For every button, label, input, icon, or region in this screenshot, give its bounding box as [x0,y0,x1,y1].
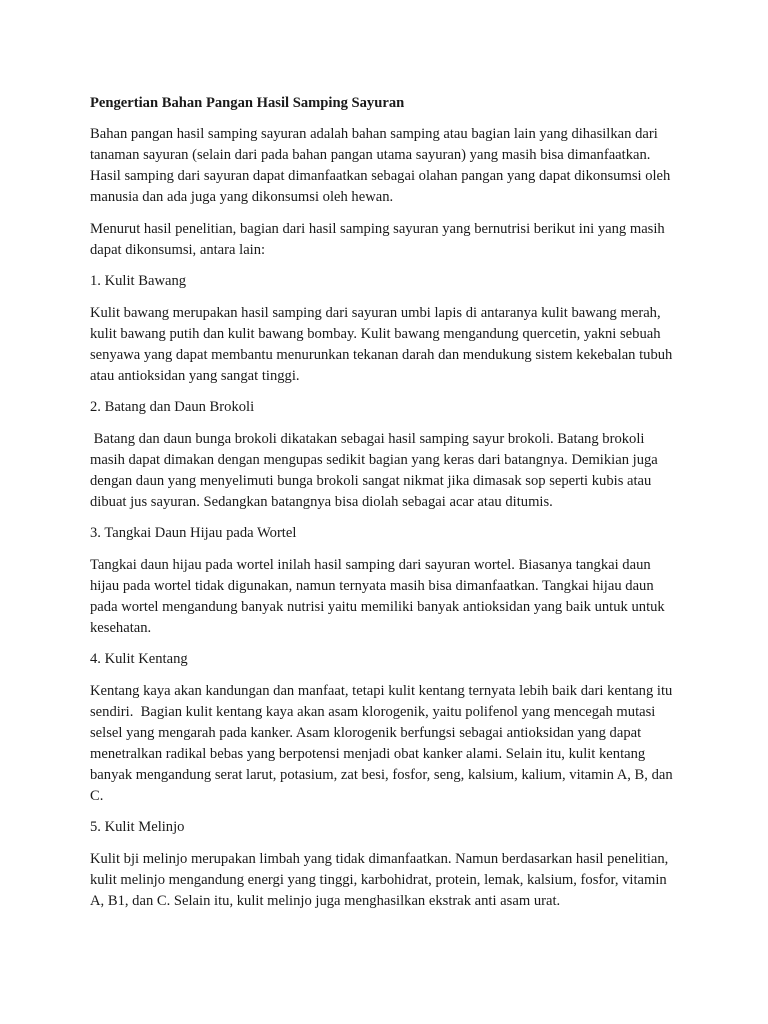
section-body-kulit-kentang: Kentang kaya akan kandungan dan manfaat, tetapi kulit kentang ternyata lebih baik dari kentang itu sendiri. Bagian kulit kentang kaya akan asam klorogenik, yaitu polifenol yang mencegah mutasi selsel yang mengarah pada kanker. Asam klorogenik berfungsi sebagai antioksidan yang dapat menetralkan radikal bebas yang berpotensi menjadi obat kanker alami. Selain itu, kulit kentang banyak mengandung serat larut, potasium, zat besi, fosfor, seng, kalsium, kalium, vitamin A, B, dan C. [90,682,677,804]
intro-paragraph-1: Bahan pangan hasil samping sayuran adalah bahan samping atau bagian lain yang dihasilkan dari tanaman sayuran (selain dari pada bahan pangan utama sayuran) yang masih bisa dimanfaatkan. Hasil samping dari sayuran dapat dimanfaatkan sebagai olahan pangan yang dapat dikonsumsi oleh manusia dan ada juga yang dikonsumsi oleh hewan. [90,126,671,205]
section-heading-kulit-bawang: 1. Kulit Bawang [90,273,187,289]
section-heading-wortel: 3. Tangkai Daun Hijau pada Wortel [90,525,297,541]
section-heading-kulit-kentang: 4. Kulit Kentang [90,651,188,667]
section-body-kulit-bawang: Kulit bawang merupakan hasil samping dari sayuran umbi lapis di antaranya kulit bawang merah, kulit bawang putih dan kulit bawang bombay. Kulit bawang mengandung quercetin, yakni sebuah senyawa yang dapat membantu menurunkan tekanan darah dan mendukung sistem kekebalan tubuh atau antioksidan yang sangat tinggi. [90,304,673,384]
section-heading-kulit-melinjo: 5. Kulit Melinjo [90,819,185,835]
section-body-brokoli: Batang dan daun bunga brokoli dikatakan sebagai hasil samping sayur brokoli. Batang brokoli masih dapat dimakan dengan mengupas sedikit bagian yang keras dari batangnya. Demikian juga dengan daun yang menyelimuti bunga brokoli sangat nikmat jika dimasak sop seperti kubis atau dibuat jus sayuran. Sedangkan batangnya bisa diolah sebagai acar atau ditumis. [90,430,662,510]
document-title: Pengertian Bahan Pangan Hasil Samping Sayuran [90,95,405,111]
section-body-wortel: Tangkai daun hijau pada wortel inilah hasil samping dari sayuran wortel. Biasanya tangkai daun hijau pada wortel tidak digunakan, namun ternyata masih bisa dimanfaatkan. Tangkai hijau daun pada wortel mengandung banyak nutrisi yaitu memiliki banyak antioksidan yang baik untuk untuk kesehatan. [90,556,665,636]
section-body-kulit-melinjo: Kulit bji melinjo merupakan limbah yang tidak dimanfaatkan. Namun berdasarkan hasil penelitian, kulit melinjo mengandung energi yang tinggi, karbohidrat, protein, lemak, kalsium, fosfor, vitamin A, B1, dan C. Selain itu, kulit melinjo juga menghasilkan ekstrak anti asam urat. [90,850,669,909]
document-page [90,93,680,922]
section-heading-brokoli: 2. Batang dan Daun Brokoli [90,399,255,415]
intro-paragraph-2: Menurut hasil penelitian, bagian dari hasil samping sayuran yang bernutrisi berikut ini yang masih dapat dikonsumsi, antara lain: [90,220,665,258]
